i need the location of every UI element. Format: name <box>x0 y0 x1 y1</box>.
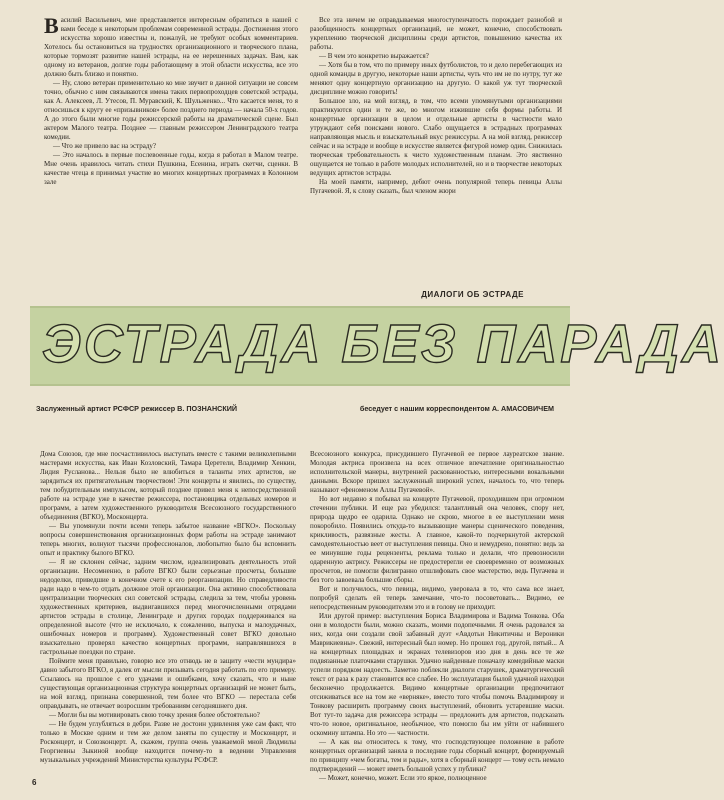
bottom-right-paragraph-3: Вот и получилось, что певица, видимо, уверовала в то, что сама все знает, попробуй сделать ей теперь замечание, что-то посоветовать... Видимо, ее непосредственным руководителям это и в голову не приходит. <box>310 585 564 611</box>
bottom-right-paragraph-4: Или другой пример: выступления Бориса Владимирова и Вадима Тонкова. Оба они в молодости были, можно сказать, моими подопечными. Я очень радовался за них, когда они создали свой забавный дуэт «Авдотьи Никитичны и Вероники Маврикиевны». Свежий, интересный был номер. Но прошел год, другой, пятый... А на концертных площадках и экранах телевизоров изо дня в день все те же подвязанные платочками старушки. Удачно найденные поначалу комедийные маски успели порядком надоесть. Заметно поблекли диалоги старушек, драматургический текст от раза к разу становится все слабее. Но эксплуатация былой удачной находки бесконечно продолжается. Видимо концертные организации предпочитают отсиживаться все на том же «верняке», вместо того чтобы помочь Владимирову и Тонкову расширить программу своих выступлений, обновить устаревшие маски. Вот тут-то задача для режиссера эстрады — предложить для артистов, подсказать что-то новое, оригинальное, необычное, что помогло бы им уйти от набившего оскомину штампа. Но это — частности. <box>310 612 564 737</box>
bottom-left-column <box>40 450 296 766</box>
bottom-left-paragraph-1: Дома Союзов, где мне посчастливилось выступать вместе с такими великолепными мастерами искусства, как Иван Козловский, Тамара Церетели, Владимир Хенкин, Лидия Русланова... Нельзя было не влюбиться в таланты этих артистов, не зарядиться их притягательным творчеством! Эти концерты и явились, по существу, тем побудительным импульсом, который позднее привел меня к непосредственной работе на эстраде уже в качестве режиссера, постановщика отдельных номеров и программ, а затем художественного руководителя Всесоюзного государственного объединения (ВГКО), Москонцерта. <box>40 450 296 521</box>
article-headline: ЭСТРАДА БЕЗ ПАРАДА <box>42 314 724 374</box>
section-label: ДИАЛОГИ ОБ ЭСТРАДЕ <box>421 290 524 299</box>
bottom-left-paragraph-2: — Вы упомянули почти всеми теперь забытое название «ВГКО». Поскольку вопросы совершенствования организационных форм работы на эстраде занимают теперь многих, волнуют тысячи профессионалов, любопытно было бы вспомнить опыт и практику былого ВГКО. <box>40 522 296 557</box>
top-left-paragraph-3: — Это началось в первые послевоенные годы, когда я работал в Малом театре. Мне очень нравилось читать стихи Пушкина, Есенина, играть скетчи, сценки. В качестве чтеца я принимал участие во многих концертных программах в Колонном зале <box>44 151 298 186</box>
top-right-question: — В чем это конкретно выражается? <box>319 52 429 60</box>
top-left-paragraph-1: Василий Васильевич, мне представляется интересным обратиться в нашей с вами беседе к некоторым проблемам современной эстрады. Достижения этого искусства хорошо известны и, пожалуй, не требуют особых комментариев. Хотелось бы остановиться на трудностях организационного и творческого плана, которые тормозят развитие нашей эстрады, на ее нерешенных задачах. Вам, как одному из ветеранов, долгие годы работающему в этой области искусства, все это должно быть близко и понятно. <box>44 13 298 78</box>
bottom-left-question: — Могли бы вы мотивировать свою точку зрения более обстоятельно? <box>49 711 260 719</box>
drop-cap: В <box>44 13 59 38</box>
bottom-right-paragraph-1: Всесоюзного конкурса, присудившего Пугачевой ее первое лауреатское звание. Молодая актриса произвела на всех отличное впечатление оригинальностью исполнительской манеры, внутренней раскованностью, интересными вокальными данными. Вскоре пришел заслуженный широкий успех, началось то, что теперь называют «феноменом Аллы Пугачевой». <box>310 450 564 494</box>
author-credit: Заслуженный артист РСФСР режиссер В. ПОЗНАНСКИЙ <box>36 404 238 413</box>
top-right-column <box>310 16 562 281</box>
bottom-right-paragraph-5: — Может, конечно, может. Если это яркое, полноценное <box>319 774 487 782</box>
top-right-paragraph-3: Большое зло, на мой взгляд, в том, что всеми упомянутыми организациями практикуются один и те же, во многом изжившие себя формы работы. И концертные организации в целом и отдельные артисты в частности мало утруждают себя поисками нового. Слабо ощущается в эстрадных программах направляющая мысль и взыскательный вкус режиссуры. А на мой взгляд, режиссер сейчас и на эстраде и вообще в искусстве является фигурой номер один. Снижилась творческая требовательность к чисто художественным планам. Это явственно ощущается не только в работе молодых исполнителей, но и в творчестве некоторых ведущих артистов эстрады. <box>310 97 562 177</box>
top-left-question: — Что же привело вас на эстраду? <box>53 142 157 150</box>
bottom-left-paragraph-4: Поймите меня правильно, говорю все это отнюдь не в защиту «чести мундира» давно забытого ВГКО, я далек от мысли призывать сегодня работать по его примеру. Ссылаюсь на прошлое с его удачами и ошибками, хочу сказать, что и ныне существующая организационная структура концертных организаций не может быть, на мой взгляд, признана совершенной, тем более что ВГКО — перестала себя оправдывать, не отвечает возросшим требованиям сегодняшнего дня. <box>40 657 296 710</box>
top-right-paragraph-4: На моей памяти, например, дебют очень популярной теперь певицы Аллы Пугачевой. Я, к слову сказать, был членом жюри <box>310 178 562 195</box>
headline-banner <box>30 288 724 432</box>
top-left-paragraph-2: — Ну, слово ветеран применительно ко мне звучит в данной ситуации не совсем точно, обычно с ним связываются имена таких первопроходцев советской эстрады, как А. Алексеев, Л. Утесов, П. Муравский, К. Шульженко... Что касается меня, то я относишься к кругу ее «призывников» более позднего периода — начала 50-х годов. А до этого были многие годы режиссерской работы на драматической сцене. Был актером Малого театра. Позднее — главным режиссером Ленинградского театра комедии. <box>44 79 298 141</box>
page-number: 6 <box>32 778 37 787</box>
top-right-paragraph-1: Все эта ничем не оправдываемая многоступенчатость порождает разнобой и разобщенность концертных организаций, не может, конечно, способствовать укреплению творческой дисциплины среди артистов, повышению качества их работы. <box>310 16 562 51</box>
bottom-right-question: — А как вы относитесь к тому, что господствующее положение в работе концертных организаций заняла в последние годы сборный концерт, формируемый по принципу «чем богаты, тем и рады», хотя в сборный концерт — тому есть немало подтверждений — может иметь большой успех у публики? <box>310 738 564 773</box>
bottom-left-paragraph-5: — Не будем углубляться в дебри. Разве не достоин удивления уже сам факт, что только в Москве одним и тем же делом заняты по существу и Москонцерт, и Росконцерт, и Союзконцерт. А, скажем, группа очень уважаемой мной Людмилы Георгиевны Зыкиной вообще находится почему-то в ведении Управления музыкальных учреждений Министерства культуры РСФСР. <box>40 720 296 764</box>
bottom-right-paragraph-2: Но вот недавно я побывал на концерте Пугачевой, проходившем при огромном стечении публики. И еще раз убедился: талантливый она человек, спору нет, природа щедро ее одарила. Однако не скрою, многое в ее выступлении меня покоробило. Появились откуда-то вызывающие манеры сценического поведения, крикливость, развязные жесты. А главное, какой-то подчеркнутой актерской самодеятельностью веет от выступления певицы. Оно и немудрено, понятно: ведь за ее минувшие годы рецензенты, реклама только и делали, что превозносили одаренную актрису. Режиссеры не предостерегли ее своевременно от возможных просчетов, не помогли филигранно отшлифовать свое мастерство, ведь Пугачева и без того завоевала большие сборы. <box>310 495 564 584</box>
bottom-left-paragraph-3: — Я не склонен сейчас, задним числом, идеализировать деятельность этой организации. Несомненно, в работе ВГКО были серьезные просчеты, большие недоделки, приведшие в конечном счете к его реорганизации. Но справедливости ради надо в чем-то отдать должное этой организации. Она активно способствовала централизации творческих сил советской эстрады, следила за тем, чтобы уровень художественных критериев, выдвигавшихся перед многочисленными отрядами артистов эстрады в столице, Ленинграде и других городах поддерживался на определенной высоте (что не исключало, к сожалению, выпуска и малоудачных, ошибочных номеров и программ). Художественный совет ВГКО довольно взыскательно проверял качество концертных программ, направлявшихся в гастрольные поездки по стране. <box>40 558 296 656</box>
top-right-paragraph-2: — Хотя бы в том, что по примеру иных футболистов, то и дело перебегающих из одной команды в другую, некоторые наши артисты, чуть что им не по нутру, тут же меняют одну концертную организацию на другую. О какой уж тут творческой дисциплине можно говорить! <box>310 61 562 96</box>
top-left-column <box>44 13 298 281</box>
interviewer-credit: беседует с нашим корреспондентом А. АМАСОВИЧЕМ <box>359 404 554 413</box>
bottom-right-column <box>310 450 564 782</box>
